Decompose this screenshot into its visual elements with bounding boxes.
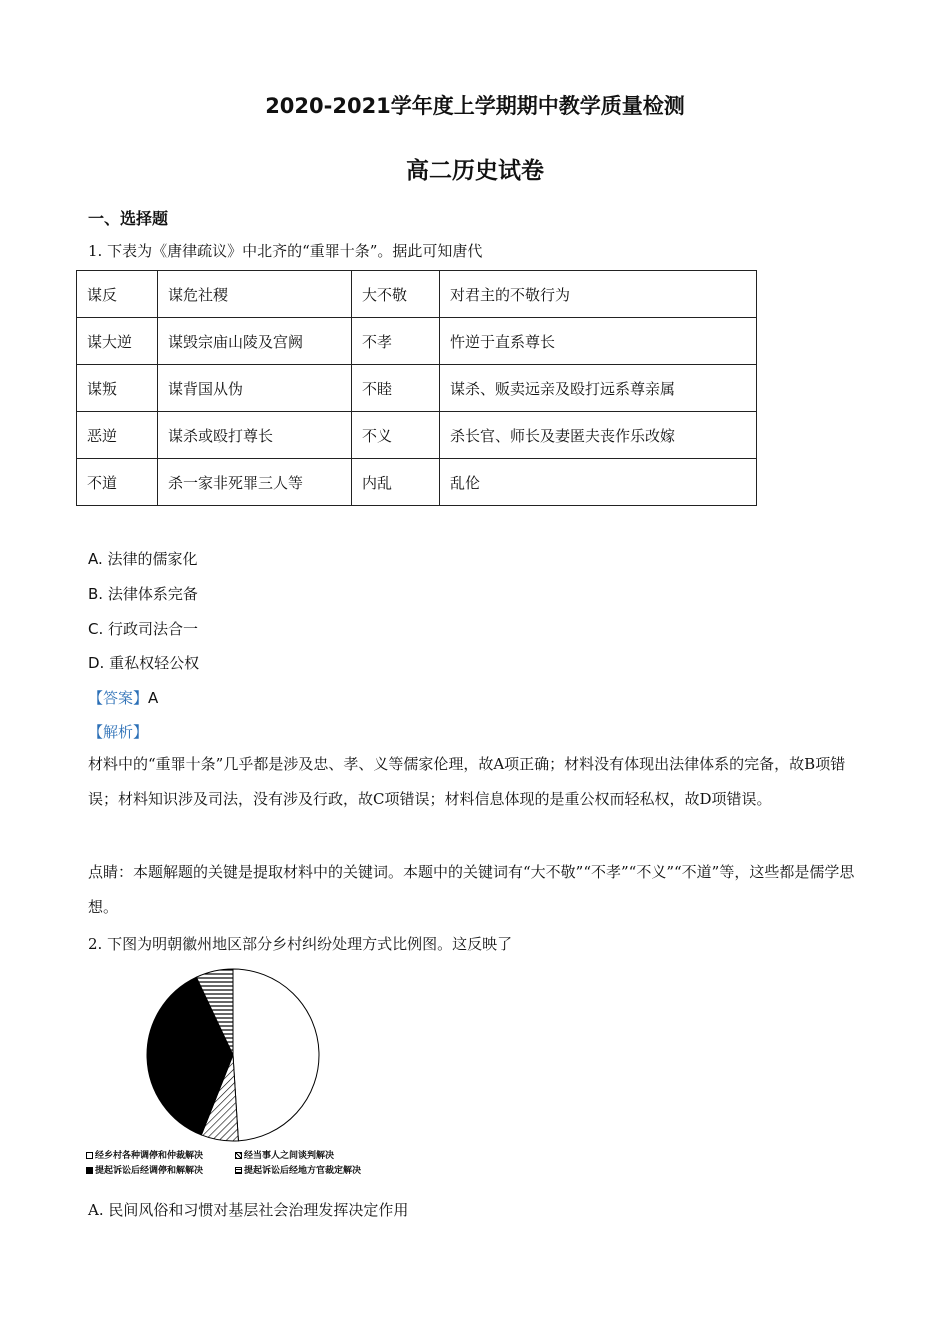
table-cell: 谋危社稷	[158, 271, 352, 318]
q1-tip: 点睛：本题解题的关键是提取材料中的关键词。本题中的关键词有“大不敬”“不孝”“不义”“不道”等，这些都是儒学思想。	[88, 863, 855, 916]
legend-swatch-white	[86, 1152, 93, 1159]
table-cell: 不孝	[352, 318, 440, 365]
table-cell: 谋背国从伪	[158, 365, 352, 412]
q1-stem: 1. 下表为《唐律疏议》中北齐的“重罪十条”。据此可知唐代	[88, 242, 483, 260]
q1-option-b: B. 法律体系完备	[88, 585, 198, 603]
table-row	[77, 271, 757, 318]
legend-item-4: 提起诉讼后经地方官裁定解决	[235, 1163, 361, 1176]
table-cell: 杀一家非死罪三人等	[158, 459, 352, 506]
table-cell: 忤逆于直系尊长	[440, 318, 757, 365]
table-cell: 不义	[352, 412, 440, 459]
q2-stem: 2. 下图为明朝徽州地区部分乡村纠纷处理方式比例图。这反映了	[88, 935, 513, 953]
answer-label: 【答案】	[88, 689, 149, 707]
exam-title: 2020-2021学年度上学期期中教学质量检测	[265, 94, 685, 118]
dispute-pie-chart	[80, 968, 400, 1176]
pie-slice-1	[233, 969, 319, 1141]
legend-swatch-diagonal	[235, 1152, 242, 1159]
answer-value: A	[148, 689, 159, 707]
table-cell: 不睦	[352, 365, 440, 412]
legend-item-1: 经乡村各种调停和仲裁解决	[86, 1148, 203, 1161]
table-row	[77, 318, 757, 365]
legend-swatch-horizontal	[235, 1167, 242, 1174]
table-row	[77, 459, 757, 506]
legend-swatch-black	[86, 1167, 93, 1174]
pie-svg	[80, 968, 400, 1168]
table-cell: 谋大逆	[77, 318, 158, 365]
table-cell: 谋叛	[77, 365, 158, 412]
section-heading: 一、选择题	[88, 209, 169, 228]
legend-item-3: 提起诉讼后经调停和解解决	[86, 1163, 203, 1176]
exam-subtitle: 高二历史试卷	[406, 158, 544, 184]
q1-option-c: C. 行政司法合一	[88, 620, 199, 638]
table-cell: 谋杀或殴打尊长	[158, 412, 352, 459]
legend-item-2: 经当事人之间谈判解决	[235, 1148, 334, 1161]
table-row	[77, 412, 757, 459]
analysis-label: 【解析】	[88, 723, 149, 741]
table-cell: 不道	[77, 459, 158, 506]
q1-option-d: D. 重私权轻公权	[88, 654, 200, 672]
q1-option-a: A. 法律的儒家化	[88, 550, 198, 568]
table-cell: 杀长官、师长及妻匿夫丧作乐改嫁	[440, 412, 757, 459]
table-row	[77, 365, 757, 412]
q1-analysis: 材料中的“重罪十条”几乎都是涉及忠、孝、义等儒家伦理，故A项正确；材料没有体现出法律体系的完备，故B项错误；材料知识涉及司法，没有涉及行政，故C项错误；材料信息体现的是重公权而轻私权，故D项错误。	[88, 755, 846, 808]
table-cell: 谋反	[77, 271, 158, 318]
table-cell: 谋杀、贩卖远亲及殴打远系尊亲属	[440, 365, 757, 412]
q1-table	[76, 270, 757, 506]
table-cell: 谋毁宗庙山陵及宫阙	[158, 318, 352, 365]
q1-answer	[88, 687, 158, 708]
table-cell: 内乱	[352, 459, 440, 506]
table-cell: 对君主的不敬行为	[440, 271, 757, 318]
table-cell: 恶逆	[77, 412, 158, 459]
table-cell: 乱伦	[440, 459, 757, 506]
table-cell: 大不敬	[352, 271, 440, 318]
q2-option-a: A. 民间风俗和习惯对基层社会治理发挥决定作用	[88, 1201, 409, 1219]
